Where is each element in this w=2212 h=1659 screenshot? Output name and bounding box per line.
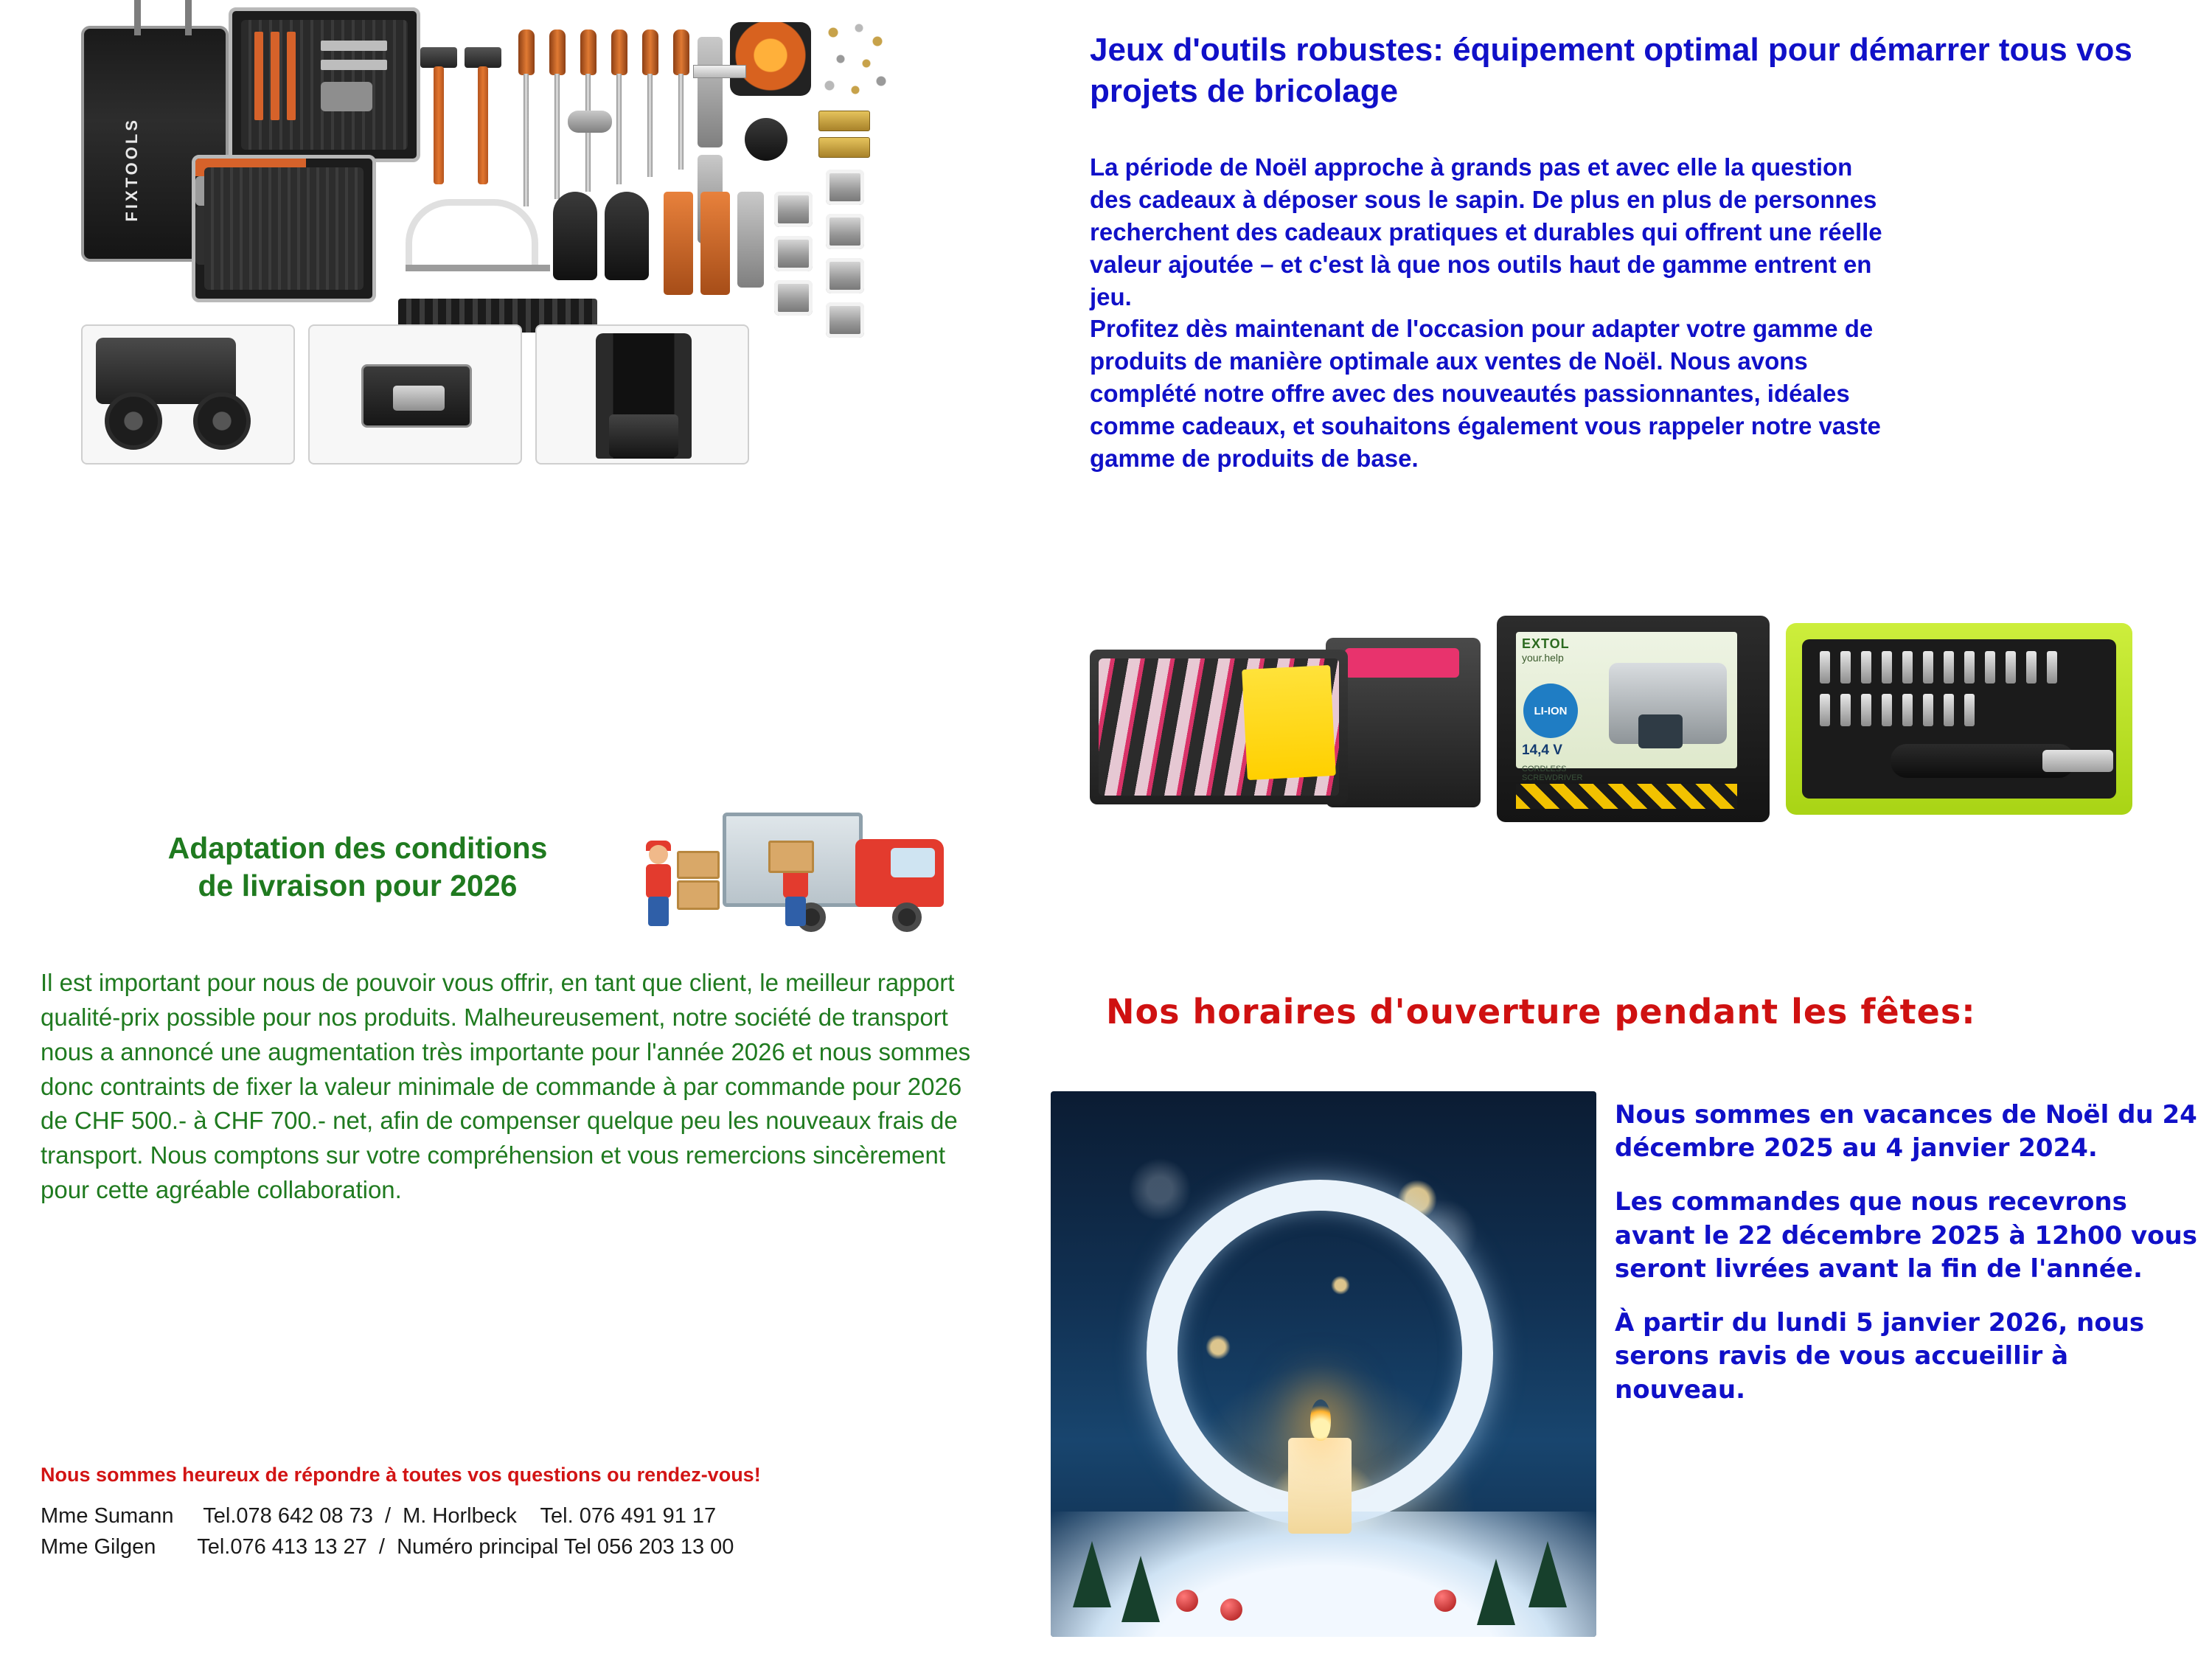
screwdriver-grip	[673, 29, 689, 75]
case-tool	[271, 32, 279, 120]
hammer-head	[465, 47, 501, 68]
bit	[1820, 694, 1830, 726]
hours-paragraph-3: À partir du lundi 5 janvier 2026, nous serons ravis de vous accueillir à nouveau.	[1615, 1308, 2145, 1405]
open-tool-case-bottom	[192, 155, 376, 302]
brand-name: EXTOL	[1522, 636, 1570, 651]
product-photos-row	[1090, 590, 2137, 900]
bit	[1944, 694, 1954, 726]
torso	[646, 864, 671, 898]
bauble	[1220, 1599, 1242, 1621]
bit	[2047, 651, 2057, 684]
bit	[1964, 694, 1975, 726]
socket-icon	[774, 280, 813, 316]
truck-window	[891, 848, 935, 877]
promo-heading: Jeux d'outils robustes: équipement optimal pour démarrer tous vos projets de bricolage	[1090, 32, 2132, 110]
promo-body	[1090, 151, 1893, 475]
screwdriver-handle	[1891, 744, 2075, 778]
screwdriver-grip	[549, 29, 566, 75]
parcel	[677, 880, 720, 910]
tool-set-collage-photo	[81, 7, 892, 524]
contact-lines	[41, 1500, 1073, 1562]
truck-wheel	[892, 902, 922, 932]
product-photo-cordless-screwdriver	[1497, 616, 1770, 822]
hammer-head	[420, 47, 457, 68]
parcel	[677, 851, 720, 879]
hacksaw-icon	[406, 199, 538, 265]
socket-icon	[774, 192, 813, 227]
product-photo-pink-tool-case	[1090, 630, 1481, 815]
screwdriver-shaft	[678, 74, 684, 170]
case-insert	[1802, 639, 2116, 799]
bit	[1840, 651, 1851, 684]
hours-heading: Nos horaires d'ouverture pendant les fêtes:	[1106, 992, 1976, 1032]
contact-line-2: Mme Gilgen Tel.076 413 13 27 / Numéro principal Tel 056 203 13 00	[41, 1535, 734, 1559]
candle-flame	[1310, 1399, 1331, 1441]
head	[649, 845, 668, 864]
telescopic-handle	[596, 333, 692, 459]
bit	[2026, 651, 2037, 684]
case-foam	[204, 167, 364, 290]
delivery-heading	[70, 830, 645, 905]
screwdriver-grip	[518, 29, 535, 75]
screwdriver-shaft	[585, 74, 591, 192]
case-tool	[321, 41, 387, 51]
product-photo-bit-set	[1786, 623, 2132, 815]
promo-paragraph-1: La période de Noël approche à grands pas et avec elle la question des cadeaux à déposer sous le sapin. De plus en plus de personnes recherchent des cadeaux pratiques et durables qui offrent une réelle valeur ajoutée – et c'est là que nos outils haut de gamme entrent en jeu.	[1090, 153, 1882, 310]
insert-card	[1242, 665, 1336, 780]
scissors-icon	[568, 111, 612, 133]
latch	[361, 364, 472, 428]
legs	[785, 897, 806, 926]
fir-branch	[1121, 1556, 1160, 1622]
screwdriver-shaft	[616, 74, 622, 184]
case-tool	[321, 82, 372, 111]
screwdriver-shaft	[554, 74, 560, 199]
tagline: your.help	[1522, 652, 1564, 664]
bit	[1944, 651, 1954, 684]
screwdriver-grip	[611, 29, 627, 75]
legs	[648, 897, 669, 926]
bauble	[1176, 1590, 1198, 1612]
hammer-icon	[428, 29, 450, 184]
promo-paragraph-2: Profitez dès maintenant de l'occasion pour adapter votre gamme de produits de manière optimale aux ventes de Noël. Nous avons complété notre offre avec des nouveautés passionnantes, idéales comme cadeaux, et souhaitons également vous rappeler notre vaste gamme de produits de base.	[1090, 315, 1881, 472]
utility-knife-icon	[737, 192, 764, 288]
contact-note: Nous sommes heureux de répondre à toutes vos questions ou rendez-vous!	[41, 1464, 761, 1486]
socket-icon	[826, 258, 864, 293]
plier-icon	[664, 192, 693, 295]
adjustable-wrench-icon	[698, 37, 723, 147]
hours-paragraph-2: Les commandes que nous recevrons avant le 22 décembre 2025 à 12h00 vous seront livrées avant la fin de l'année.	[1615, 1187, 2197, 1284]
socket-icon	[826, 302, 864, 338]
screwdriver-shaft	[524, 74, 529, 206]
hinge-icon	[818, 137, 870, 158]
delivery-heading-line-2: de livraison pour 2026	[198, 869, 518, 903]
screwdriver-shaft	[647, 74, 653, 177]
case-lid	[1326, 638, 1481, 807]
fir-branch	[1477, 1559, 1515, 1625]
case-tool	[287, 32, 296, 120]
bit	[1882, 694, 1892, 726]
battery-badge: LI-ION	[1523, 684, 1578, 738]
clamp-icon	[553, 192, 597, 280]
hammer-handle	[434, 66, 444, 184]
case-tool	[195, 159, 306, 167]
worker-with-trolley	[641, 845, 675, 926]
hammer-icon	[472, 29, 494, 184]
bit	[1964, 651, 1975, 684]
plier-icon	[700, 192, 730, 295]
delivery-body: Il est important pour nous de pouvoir vous offrir, en tant que client, le meilleur rapport qualité-prix possible pour nos produits. Malheureusement, notre société de transport nous a annoncé une augmentation très importante pour l'année 2026 et nous sommes donc contraints de fixer la valeur minimale de commande à par commande pour 2026 de CHF 500.- à CHF 700.- net, afin de compenser quelque peu les nouveaux frais de transport. Nous comptons sur votre compréhension et vous remercions sincèrement pour cette agréable collaboration.	[41, 969, 971, 1204]
socket-icon	[826, 170, 864, 205]
open-tool-case-top	[229, 7, 420, 162]
bit	[1882, 651, 1892, 684]
hinge-icon	[818, 111, 870, 131]
collage-tools-area	[81, 7, 892, 369]
bit	[1861, 651, 1871, 684]
parcel	[768, 841, 814, 873]
bit	[1985, 651, 1995, 684]
contact-line-1: Mme Sumann Tel.078 642 08 73 / M. Horlbeck Tel. 076 491 91 17	[41, 1504, 717, 1528]
christmas-candle-snow-wreath-photo	[1051, 1091, 1596, 1637]
fir-branch	[1073, 1541, 1111, 1607]
bit	[1820, 651, 1830, 684]
screwdriver-grip	[580, 29, 597, 75]
socket-icon	[826, 214, 864, 249]
case-tool	[321, 60, 387, 70]
product-box-label	[1516, 632, 1737, 783]
bit	[1923, 651, 1933, 684]
candle	[1288, 1438, 1352, 1534]
bit	[1902, 651, 1913, 684]
product-type-label: CORDLESS SCREWDRIVER	[1522, 765, 1583, 783]
detail-photos-row	[81, 324, 749, 465]
hours-paragraph-1: Nous sommes en vacances de Noël du 24 décembre 2025 au 4 janvier 2024.	[1615, 1100, 2197, 1164]
trolley-wheels-detail	[81, 324, 295, 465]
bit	[2006, 651, 2016, 684]
screwdriver-grip	[642, 29, 658, 75]
screws-assortment	[818, 15, 892, 103]
bit	[1861, 694, 1871, 726]
bit	[1902, 694, 1913, 726]
wheel	[105, 392, 162, 450]
hours-body	[1615, 1099, 2197, 1407]
delivery-heading-line-1: Adaptation des conditions	[167, 831, 548, 865]
bit	[1840, 694, 1851, 726]
tape-measure-icon	[730, 22, 811, 96]
hammer-handle	[478, 66, 488, 184]
drill-image	[1609, 663, 1727, 744]
voltage-label: 14,4 V	[1522, 742, 1562, 758]
telescopic-handle-detail	[535, 324, 749, 465]
clamp-icon	[605, 192, 649, 280]
fir-branch	[1528, 1541, 1567, 1607]
warning-stripe	[1516, 784, 1737, 809]
socket-icon	[774, 236, 813, 271]
tape-roll-icon	[745, 118, 787, 161]
delivery-truck-workers-illustration	[634, 796, 944, 944]
bit	[1923, 694, 1933, 726]
bauble	[1434, 1590, 1456, 1612]
case-latch-detail	[308, 324, 522, 465]
case-tool	[254, 32, 263, 120]
wheel	[193, 392, 251, 450]
